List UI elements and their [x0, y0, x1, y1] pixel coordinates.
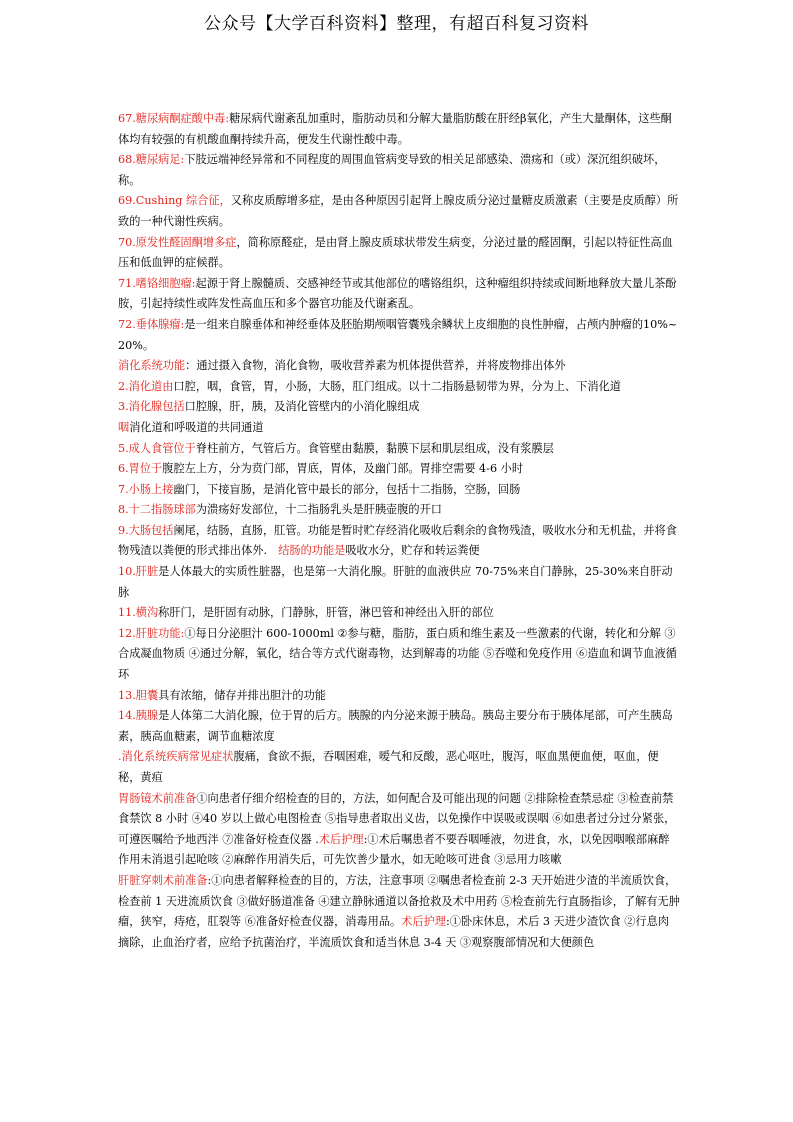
term-label: .消化系统疾病常见症状: [118, 750, 234, 764]
body-text: ①每日分泌胆汁 600-1000ml ②参与糖，脂肪，蛋白质和维生素及一些激素的代谢，转化和分解 ③合成凝血物质 ④通过分解，氧化，结合等方式代谢毒物，达到解毒的功能 ⑤吞噬和免疫作用 ⑥造血和调节血液循环: [118, 626, 677, 682]
term-label: 2.消化道由: [118, 379, 174, 393]
page-header: 公众号【大学百科资料】整理，有超百科复习资料: [204, 14, 589, 34]
term-label: 69.Cushing 综合征，: [118, 194, 231, 208]
body-text: 是人体第二大消化腺，位于胃的后方。胰腺的内分泌来源于胰岛。胰岛主要分布于胰体尾部，可产生胰岛素，胰高血糖素，调节血糖浓度: [118, 709, 673, 743]
paragraph-p69: [118, 191, 680, 232]
term-label: 12.肝脏功能:: [118, 626, 185, 640]
term-label: 5.成人食管位于: [118, 441, 196, 455]
term-label: 9.大肠包括: [118, 523, 174, 537]
paragraph-p71: [118, 274, 680, 315]
term-label: 70.原发性醛固酮增多症: [118, 235, 237, 249]
paragraph-p67: [118, 109, 680, 150]
body-text: 是一组来自腺垂体和神经垂体及胚胎期颅咽管囊残余鳞状上皮细胞的良性肿瘤，占颅内肿瘤的10%~20%。: [118, 317, 678, 352]
body-text: 为溃疡好发部位，十二指肠乳头是肝胰壶腹的开口: [195, 503, 442, 517]
body-text: 腹腔左上方，分为贲门部，胃底，胃体，及幽门部。胃排空需要 4-6 小时: [162, 462, 524, 476]
body-text: 消化道和呼吸道的共同通道: [129, 420, 264, 434]
body-text: 具有浓缩，储存并排出胆汁的功能: [158, 688, 326, 702]
paragraph-p70: [118, 233, 680, 274]
term-label: 7.小肠上接: [118, 482, 174, 496]
paragraph-d0: [118, 356, 680, 377]
term-label: 术后护理: [318, 832, 364, 846]
paragraph-d3: [118, 397, 680, 418]
body-text: 吸收水分，贮存和转运粪便: [345, 544, 480, 558]
paragraph-p72: [118, 315, 680, 356]
term-label: 3.消化腺包括: [118, 400, 185, 414]
term-label: 术后护理: [401, 915, 447, 929]
term-label: 13.胆囊: [118, 688, 159, 702]
body-text: 是人体最大的实质性脏器，也是第一大消化腺。肝脏的血液供应 70-75%来自门静脉，25-30%来自肝动脉: [118, 565, 673, 599]
term-label: 68.糖尿病足:: [118, 153, 185, 167]
body-text: 又称皮质醇增多症，是由各种原因引起肾上腺皮质分泌过量糖皮质激素（主要是皮质醇）所致的一种代谢性疾病。: [118, 194, 679, 228]
paragraph-d15: [118, 747, 680, 788]
paragraph-d2: [118, 377, 680, 398]
body-text: :①术后嘱患者不要吞咽唾液，勿进食，水，以免因咽喉部麻醉作用未消退引起呛咳 ②麻醉作用消失后，可先饮善少量水，如无呛咳可进食 ③忌用力咳嗽: [118, 832, 670, 867]
body-text: :①向患者解释检查的目的，方法，注意事项 ②嘱患者检查前 2-3 天开始进少渣的半流质饮食，检查前 1 天进流质饮食 ③做好肠道准备 ④建立静脉通道以备抢救及术中用药 ⑤检查前先行直肠指诊，了解有无肿瘤，狭窄，痔疮，肛裂等 ⑥准备好检查仪器，消毒用品。: [118, 873, 680, 929]
body-text: 阑尾，结肠，直肠，肛管。功能是暂时贮存经消化吸收后剩余的食物残渣，吸收水分和无机盐，并将食物残渣以粪便的形式排出体外.: [118, 523, 677, 558]
paragraph-d6: [118, 459, 680, 480]
paragraph-d14: [118, 706, 680, 747]
paragraph-d3b: [118, 418, 680, 439]
body-text: 称肝门，是肝固有动脉，门静脉，肝管，淋巴管和神经出入肝的部位: [158, 606, 494, 620]
body-text: 幽门，下接盲肠，是消化管中最长的部分，包括十二指肠，空肠，回肠: [173, 482, 521, 496]
body-text: 起源于肾上腺髓质、交感神经节或其他部位的嗜铬组织，这种瘤组织持续或间断地释放大量儿茶酚胺，引起持续性或阵发性高血压和多个器官功能及代谢紊乱。: [118, 276, 677, 311]
term-label: 8.十二指肠球部: [118, 503, 196, 517]
paragraph-d12: [118, 624, 680, 686]
term-label: 胃肠镜术前准备: [118, 791, 197, 805]
body-text: 口腔，咽，食管，胃，小肠，大肠，肛门组成。以十二指肠悬韧带为界，分为上、下消化道: [173, 379, 621, 393]
term-label: 72.垂体腺瘤:: [118, 317, 185, 331]
body-text: ，简称原醛症，是由肾上腺皮质球状带发生病变，分泌过量的醛固酮，引起以特征性高血压和低血钾的症候群。: [118, 235, 673, 270]
body-text: 脊柱前方，气管后方。食管壁由黏膜，黏膜下层和肌层组成，没有浆膜层: [195, 441, 554, 455]
term-label: 6.胃位于: [118, 462, 163, 476]
body-text: :①卧床休息，术后 3 天进少渣饮食 ②行息肉摘除，止血治疗者，应给予抗菌治疗，半流质饮食和适当休息 3-4 天 ③观察腹部情况和大便颜色: [118, 915, 669, 949]
paragraph-d10: [118, 562, 680, 603]
document-body: [118, 109, 680, 953]
term-label: 结肠的功能是: [278, 544, 346, 558]
body-text: 口腔腺，肝，胰，及消化管壁内的小消化腺组成: [184, 400, 420, 414]
term-label: 67.糖尿病酮症酸中毒:: [118, 112, 230, 125]
term-label: 14.胰腺: [118, 709, 159, 723]
paragraph-p68: [118, 150, 680, 191]
body-text: ①向患者仔细介绍检查的目的，方法，如何配合及可能出现的问题 ②排除检查禁忌症 ③检查前禁食禁饮 8 小时 ④40 岁以上做心电图检查 ⑤指导患者取出义齿，以免操作中误吸或误咽 ⑥如患者过分过分紧张，可遵医嘱给予地西泮 ⑦准备好检查仪器 .: [118, 791, 676, 846]
term-label: 11.横沟: [118, 606, 159, 620]
body-text: ：通过摄入食物，消化食物，吸收营养素为机体提供营养，并将废物排出体外: [185, 359, 566, 373]
term-label: 71.嗜铬细胞瘤:: [118, 276, 196, 290]
paragraph-d5: [118, 439, 680, 460]
term-label: 咽: [118, 420, 130, 434]
paragraph-d8: [118, 500, 680, 521]
body-text: 下肢远端神经异常和不同程度的周围血管病变导致的相关足部感染、溃疡和（或）深沉组织破坏，称。: [118, 153, 666, 187]
term-label: 消化系统功能: [118, 359, 186, 373]
paragraph-d9: [118, 521, 680, 562]
paragraph-d13: [118, 686, 680, 707]
body-text: 糖尿病代谢紊乱加重时，脂肪动员和分解大量脂肪酸在肝经β氧化，产生大量酮体，这些酮体均有较强的有机酸血酮持续升高，便发生代谢性酸中毒。: [118, 112, 672, 146]
paragraph-d17: [118, 871, 680, 953]
term-label: 肝脏穿刺术前准备: [118, 873, 208, 887]
paragraph-d11: [118, 603, 680, 624]
paragraph-d7: [118, 480, 680, 501]
body-text: 腹痛，食欲不振，吞咽困难，嗳气和反酸，恶心呕吐，腹泻，呕血黑便血便，呕血，便秘，黄疸: [118, 750, 659, 784]
term-label: 10.肝脏: [118, 565, 159, 579]
paragraph-d16: [118, 789, 680, 871]
